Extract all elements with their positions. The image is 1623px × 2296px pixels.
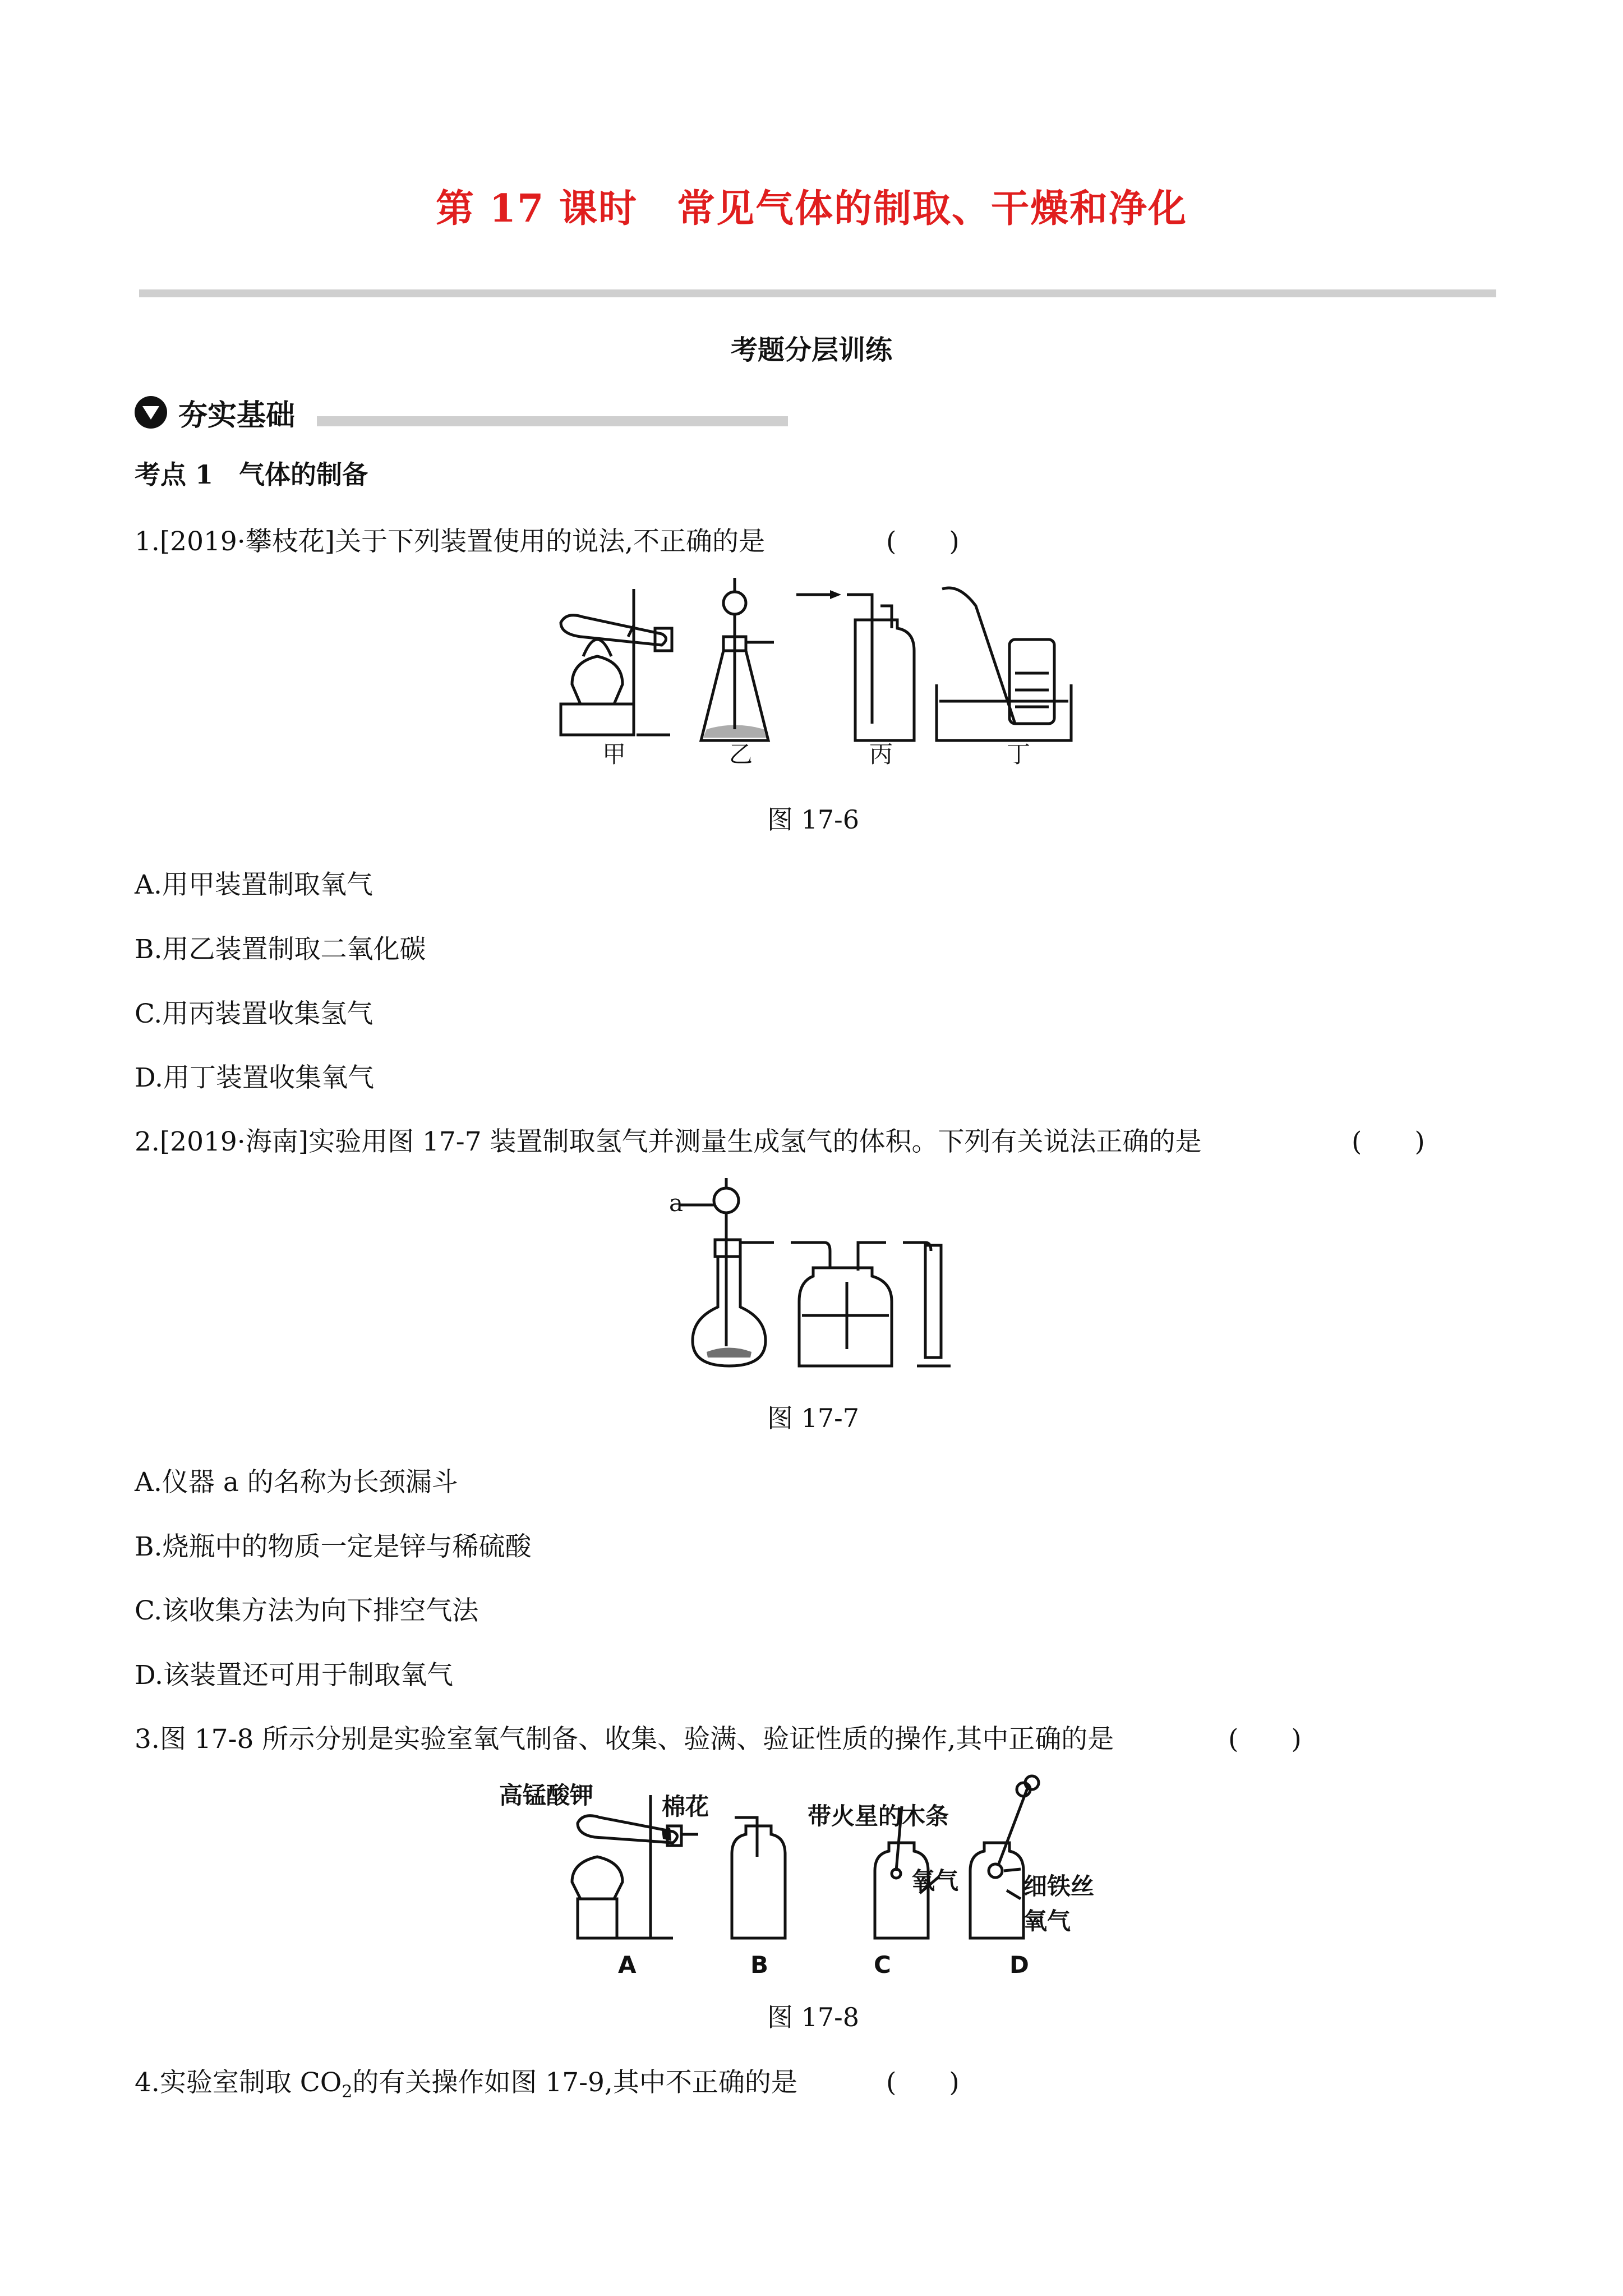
q3-label-oxygen-c: 氧气 xyxy=(911,1867,959,1894)
apparatus-b xyxy=(732,1818,785,1938)
section-bar xyxy=(317,416,788,426)
apparatus-bing xyxy=(796,590,914,740)
q1-option-c: C.用丙装置收集氢气 xyxy=(135,999,374,1029)
q2-option-d: D.该装置还可用于制取氧气 xyxy=(135,1660,453,1691)
q1-label-ding: 丁 xyxy=(1007,740,1031,768)
q1-option-d: D.用丁装置收集氧气 xyxy=(135,1062,374,1093)
q2-label-a: a xyxy=(669,1189,684,1217)
triangle-down-icon xyxy=(135,396,167,429)
q3-label-kmno4: 高锰酸钾 xyxy=(499,1782,594,1809)
subtitle: 考题分层训练 xyxy=(730,334,892,366)
q3-label-cotton: 棉花 xyxy=(662,1793,709,1820)
q3-label-a: A xyxy=(618,1951,637,1978)
q2-stem: 2.[2019·海南]实验用图 17-7 装置制取氢气并测量生成氢气的体积。下列有关说法正确的是 xyxy=(135,1126,1202,1157)
figure-17-7 xyxy=(662,1172,976,1380)
section-label: 夯实基础 xyxy=(178,398,296,432)
apparatus-ding xyxy=(937,588,1071,740)
q3-label-oxygen-d: 氧气 xyxy=(1023,1907,1071,1935)
page-title: 第 17 课时 常见气体的制取、干燥和净化 xyxy=(436,186,1187,231)
q4-answer-paren: ( ) xyxy=(886,2067,960,2098)
q1-label-jia: 甲 xyxy=(602,740,626,768)
section-header xyxy=(135,393,295,432)
q1-label-bing: 丙 xyxy=(869,740,893,768)
q3-label-c: C xyxy=(874,1951,891,1978)
q4-stem xyxy=(135,2062,797,2101)
q4-stem-sub: 2 xyxy=(342,2082,353,2102)
q3-label-splint: 带火星的木条 xyxy=(808,1802,949,1830)
q3-label-d: D xyxy=(1009,1951,1029,1978)
title-divider xyxy=(139,289,1496,297)
q4-stem-post: 的有关操作如图 17-9,其中不正确的是 xyxy=(352,2067,797,2098)
apparatus-jia xyxy=(561,589,672,735)
q1-stem: 1.[2019·攀枝花]关于下列装置使用的说法,不正确的是 xyxy=(135,526,766,557)
q1-label-yi: 乙 xyxy=(729,740,753,768)
q1-answer-paren: ( ) xyxy=(886,526,960,557)
q2-option-a: A.仪器 a 的名称为长颈漏斗 xyxy=(135,1467,458,1498)
q1-option-b: B.用乙装置制取二氧化碳 xyxy=(135,934,426,965)
q3-label-b: B xyxy=(750,1951,769,1978)
q2-caption: 图 17-7 xyxy=(767,1403,859,1433)
q3-caption: 图 17-8 xyxy=(767,2002,859,2032)
q1-caption: 图 17-6 xyxy=(767,804,859,835)
q4-stem-pre: 4.实验室制取 CO xyxy=(135,2067,342,2098)
q2-answer-paren: ( ) xyxy=(1352,1126,1425,1157)
q2-option-c: C.该收集方法为向下排空气法 xyxy=(135,1595,479,1626)
point-heading: 考点 1 气体的制备 xyxy=(135,459,368,490)
apparatus-yi xyxy=(701,578,774,740)
q2-option-b: B.烧瓶中的物质一定是锌与稀硫酸 xyxy=(135,1531,532,1562)
q3-label-iron-wire: 细铁丝 xyxy=(1023,1872,1095,1900)
q3-stem: 3.图 17-8 所示分别是实验室氧气制备、收集、验满、验证性质的操作,其中正确的是 xyxy=(135,1724,1114,1755)
q3-answer-paren: ( ) xyxy=(1228,1724,1302,1755)
q1-option-a: A.用甲装置制取氧气 xyxy=(135,869,373,900)
